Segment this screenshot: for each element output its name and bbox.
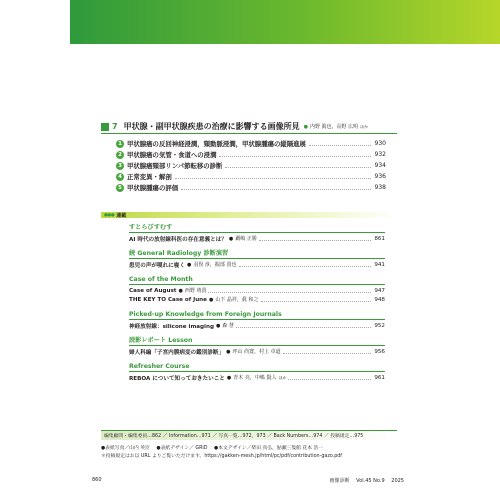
- leader-dots: [181, 185, 371, 190]
- credit-line: [101, 445, 421, 453]
- article-title: 患児の声が嗄れに寝く: [129, 262, 185, 269]
- toc-item[interactable]: [116, 171, 386, 182]
- series-dots-icon: ●●●: [104, 212, 115, 218]
- article-entry[interactable]: [129, 347, 385, 356]
- cover-photo-credit: ●表紙写真／山内 英臣: [101, 446, 150, 451]
- info-bar: [101, 430, 397, 440]
- toc-item[interactable]: [116, 182, 386, 193]
- article-entry[interactable]: [129, 286, 385, 295]
- rubric-title: すとらびすむす: [129, 224, 173, 231]
- rubric-title: Refresher Course: [129, 363, 190, 370]
- cover-design-credit: ●表紙デザイン／ GRiD: [156, 446, 208, 451]
- leader-dots: [259, 237, 371, 241]
- journal-volume: Vol.45 No.9: [356, 478, 385, 484]
- rubric-divider: [129, 345, 385, 346]
- rubric: [129, 336, 385, 356]
- toc-number-circle: 3: [116, 162, 124, 170]
- rubric-divider: [129, 371, 385, 372]
- toc-item-page: 932: [374, 151, 386, 158]
- rubric-divider: [129, 319, 385, 320]
- rubric-divider: [129, 284, 385, 285]
- header-gradient-bar: [70, 0, 500, 44]
- leader-dots: [219, 152, 371, 157]
- series-heading-bar: [101, 212, 397, 218]
- rubric: [129, 223, 385, 243]
- toc-item[interactable]: [116, 160, 386, 171]
- leader-dots: [225, 163, 371, 168]
- toc-item-page: 930: [374, 140, 386, 147]
- leader-dots: [236, 324, 371, 328]
- journal-year: 2025: [391, 478, 404, 484]
- journal-info: [325, 477, 404, 484]
- rubric-title: Case of the Month: [129, 276, 193, 283]
- leader-dots: [208, 289, 371, 293]
- submission-note[interactable]: ＊投稿規定はお以 URL よりご覧いただけます。https://gakken-mesh.jp/html/pc/pdf/contribution-gazo.pdf: [101, 454, 342, 459]
- article-entry[interactable]: [129, 295, 385, 304]
- author-bullet-icon: ●: [226, 348, 231, 355]
- toc-number-circle: 4: [116, 173, 124, 181]
- article-entry[interactable]: [129, 373, 385, 382]
- section-authors: 内野 眞也，長野 広明: [309, 124, 359, 130]
- page-number: 860: [92, 477, 102, 483]
- toc-item-page: 936: [374, 173, 386, 180]
- section-title[interactable]: 甲状腺・副甲状腺疾患の治療に影響する画像所見: [123, 122, 300, 131]
- article-entry[interactable]: [129, 234, 385, 243]
- leader-dots: [288, 376, 371, 380]
- leader-dots: [283, 350, 371, 354]
- article-page: 947: [374, 287, 385, 294]
- rubric: [129, 275, 385, 304]
- toc-item-title: 甲状腺癌の気管・食道への浸潤: [127, 151, 217, 159]
- article-page: 961: [374, 374, 385, 381]
- article-author: 青木 亮，中嶋 賢人: [233, 375, 277, 381]
- toc-item-title: 正常変異・解剖: [127, 173, 172, 181]
- leader-dots: [175, 174, 371, 179]
- author-bullet-icon: ●: [178, 287, 183, 294]
- author-bullet-icon: ●: [303, 123, 308, 130]
- section-authors-suffix: ほか: [360, 123, 369, 129]
- toc-item-page: 938: [374, 184, 386, 191]
- journal-name: 画像診断: [329, 478, 350, 484]
- article-author: 羽俣 淳，掘部 貴也: [193, 262, 237, 268]
- article-page: 952: [374, 322, 385, 329]
- rubric: [129, 310, 385, 330]
- article-author: 森 慧: [222, 323, 234, 329]
- article-page: 941: [374, 261, 385, 268]
- author-bullet-icon: ●: [228, 235, 234, 242]
- article-author: 坪山 尚寛，村上 卓道: [232, 349, 281, 355]
- article-author: 覇嶋 正勝: [235, 236, 257, 242]
- author-bullet-icon: ●: [208, 296, 214, 303]
- page-footer: [92, 477, 404, 484]
- article-author: 西野 靖貴: [184, 288, 207, 294]
- rubric: [129, 362, 385, 382]
- author-bullet-icon: ●: [186, 261, 192, 268]
- rubric-title: 続 General Radiology 診断演習: [129, 250, 229, 257]
- rubric-divider: [129, 258, 385, 259]
- rubric-title: Picked-up Knowledge from Foreign Journals: [129, 311, 282, 318]
- section-square-icon: [101, 123, 109, 131]
- section-number: 7: [112, 122, 118, 131]
- article-title: AI 時代の放射線科医の存在意義とは？: [129, 236, 227, 243]
- article-title: 神経放射線：silicone imaging: [129, 323, 214, 330]
- rubric: [129, 249, 385, 269]
- article-page: 956: [374, 348, 385, 355]
- toc-item-page: 934: [374, 162, 386, 169]
- series-list: [129, 223, 385, 388]
- section-divider: [101, 133, 397, 134]
- article-title: THE KEY TO Case of June: [129, 296, 207, 303]
- rubric-divider: [129, 232, 385, 233]
- article-author: 山下 晶祥，眞 和之: [215, 297, 259, 303]
- section-toc: [116, 138, 386, 193]
- article-title: REBOA について知っておきたいこと: [129, 375, 225, 382]
- toc-item[interactable]: [116, 149, 386, 160]
- article-page: 948: [374, 296, 385, 303]
- credits: [101, 445, 421, 461]
- leader-dots: [239, 263, 371, 267]
- rubric-title: 読影レポート Lesson: [129, 337, 193, 344]
- toc-number-circle: 2: [116, 151, 124, 159]
- leader-dots: [261, 298, 371, 302]
- article-title: 婦人科編「子宮内膜病変の鑑別診断」: [129, 349, 225, 356]
- info-links[interactable]: 編集顧問・編集委員…862 ／ Information…971 ／ 写真一覧…972，973 ／ Back Numbers…974 ／ 投稿規定…975: [104, 434, 364, 439]
- toc-number-circle: 5: [116, 184, 124, 192]
- author-bullet-icon: ●: [215, 322, 221, 329]
- article-entry[interactable]: [129, 321, 385, 330]
- article-title: Case of August: [129, 287, 177, 294]
- toc-number-circle: 1: [116, 140, 124, 148]
- text-design-credit: ●本文デザイン／柴田 真弘，鮎瀬三隻館 花本 浩一: [213, 446, 324, 451]
- section-heading: [101, 121, 397, 132]
- leader-dots: [309, 141, 371, 146]
- toc-item-title: 甲状腺癌の反回神経浸潤，頸動脈浸潤，甲状腺腫瘍の縦隔進展: [127, 140, 306, 148]
- article-entry[interactable]: [129, 260, 385, 269]
- series-label: 連載: [116, 212, 127, 219]
- article-author-suffix: ほか: [278, 374, 287, 380]
- toc-item-title: 甲状腺腫瘍の評価: [127, 184, 179, 192]
- toc-item[interactable]: [116, 138, 386, 149]
- toc-item-title: 甲状腺癌頸部リンパ節転移の診断: [127, 162, 223, 170]
- article-page: 861: [374, 235, 385, 242]
- author-bullet-icon: ●: [226, 374, 232, 381]
